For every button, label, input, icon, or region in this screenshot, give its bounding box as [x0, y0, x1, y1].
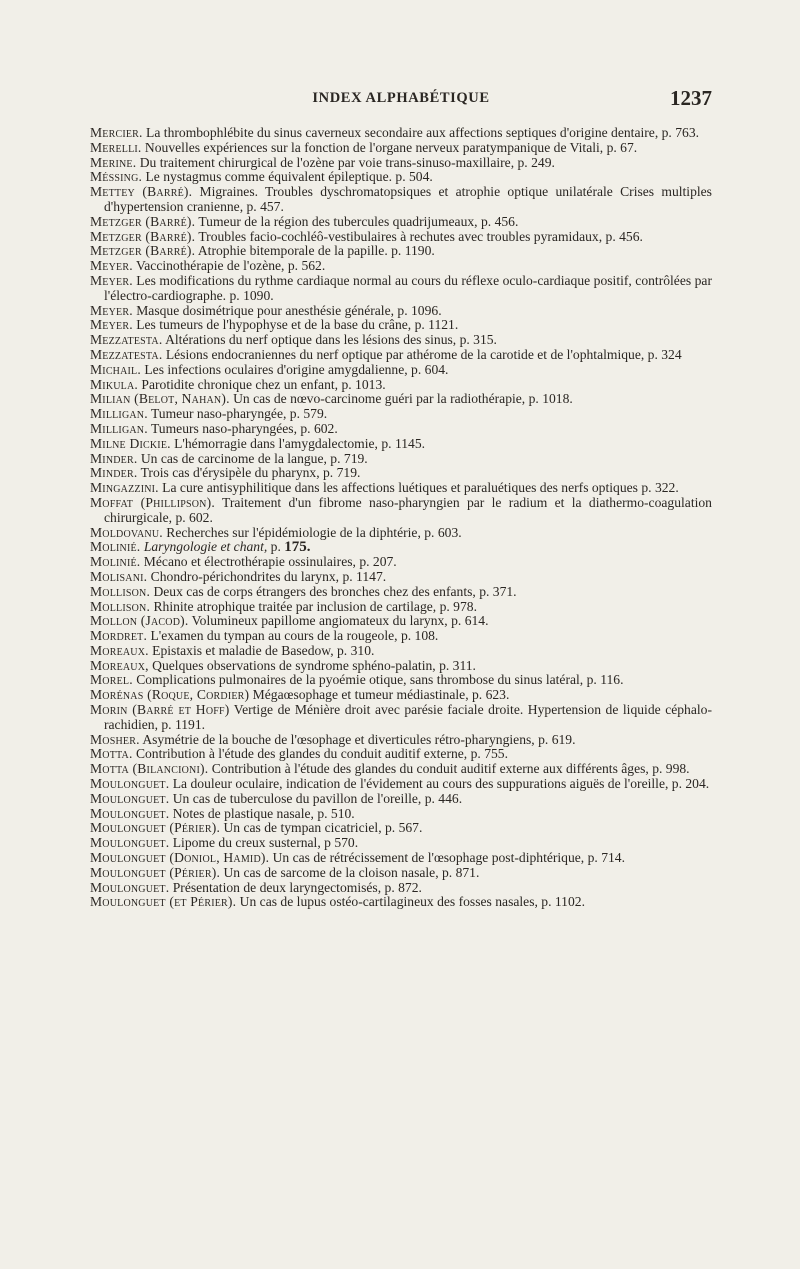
entry-author: Morin (Barré et Hoff): [90, 702, 230, 718]
entry-author: Milligan.: [90, 406, 148, 422]
index-entry: [90, 141, 712, 156]
entry-author: Mollon (Jacod).: [90, 613, 189, 629]
entry-author: Mercier.: [90, 125, 143, 140]
index-entry: [90, 777, 712, 792]
entry-text: Masque dosimétrique pour anesthésie générale, p. 1096.: [132, 302, 442, 318]
entry-author: Motta.: [90, 746, 133, 762]
entry-text: Un cas de tympan cicatriciel, p. 567.: [220, 820, 423, 836]
entry-author: Moulonguet.: [90, 879, 170, 895]
entry-author: Motta (Bilancioni).: [90, 761, 209, 777]
entry-text: La douleur oculaire, indication de l'évidement au cours des suppurations aiguës de l'oreille, p. 204.: [169, 776, 710, 792]
entry-text: Mécano et électrothérapie ossinulaires, p. 207.: [140, 554, 397, 570]
entry-author: Milian (Belot, Nahan).: [90, 391, 230, 407]
entry-text: Les modifications du rythme cardiaque normal au cours du réflexe oculo-cardiaque positif, contrôlées par l'électro-cardiographe. p. 1090.: [104, 272, 712, 303]
entry-author: Mettey (Barré).: [90, 184, 193, 200]
entry-author: Metzger (Barré).: [90, 228, 196, 244]
index-entry: [90, 762, 712, 777]
index-entry: [90, 540, 712, 555]
entry-text: Trois cas d'érysipèle du pharynx, p. 719.: [137, 465, 361, 481]
index-entry: [90, 555, 712, 570]
index-entry: [90, 348, 712, 363]
entry-text: Troubles facio-cochléô-vestibulaires à rechutes avec troubles pyramidaux, p. 456.: [195, 228, 643, 244]
entry-text: La thrombophlébite du sinus caverneux secondaire aux affections septiques d'origine dentaire, p. 763.: [142, 125, 700, 140]
entry-text: Chondro-périchondrites du larynx, p. 1147.: [147, 568, 387, 584]
entry-author: Mollison.: [90, 583, 151, 599]
index-entry: [90, 215, 712, 230]
entry-text: Deux cas de corps étrangers des bronches chez des enfants, p. 371.: [150, 583, 517, 599]
index-entry: [90, 437, 712, 452]
entry-text: Epistaxis et maladie de Basedow, p. 310.: [148, 642, 375, 658]
index-entry: [90, 422, 712, 437]
entry-text: Rhinite atrophique traitée par inclusion de cartilage, p. 978.: [150, 598, 477, 614]
index-entry: [90, 244, 712, 259]
entry-text: Parotidite chronique chez un enfant, p. 1013.: [138, 376, 386, 392]
index-entry: [90, 496, 712, 526]
entry-text: Tumeur naso-pharyngée, p. 579.: [147, 406, 328, 422]
index-entry: [90, 407, 712, 422]
entry-author: Meyer.: [90, 272, 133, 288]
entry-author: Michail.: [90, 361, 141, 377]
index-entry: [90, 614, 712, 629]
index-entry: [90, 629, 712, 644]
entry-text: Un cas de sarcome de la cloison nasale, p. 871.: [220, 864, 480, 880]
entry-text: Tumeur de la région des tubercules quadrijumeaux, p. 456.: [195, 213, 519, 229]
entry-author: Merelli.: [90, 139, 142, 155]
entry-author: Milligan.: [90, 420, 148, 436]
entry-author: Moulonguet (et Périer).: [90, 894, 237, 910]
entry-text: Lésions endocraniennes du nerf optique par athérome de la carotide et de l'ophtalmique, p. 324: [162, 346, 682, 362]
entry-author: Molisani.: [90, 568, 148, 584]
entry-text: Atrophie bitemporale de la papille. p. 1190.: [195, 243, 435, 259]
index-entry: [90, 585, 712, 600]
entry-text: Asymétrie de la bouche de l'œsophage et diverticules rétro-pharyngiens, p. 619.: [139, 731, 576, 747]
index-entry: [90, 807, 712, 822]
index-entry: [90, 526, 712, 541]
entry-author: Mezzatesta.: [90, 332, 163, 348]
entry-author: Moldovanu.: [90, 524, 163, 540]
entry-text: Quelques observations de syndrome sphéno-palatin, p. 311.: [148, 657, 476, 673]
entry-text: Un cas de rétrécissement de l'œsophage post-diphtérique, p. 714.: [269, 850, 625, 866]
entry-author: Moulonguet.: [90, 805, 170, 821]
index-entry: [90, 304, 712, 319]
page-number: 1237: [670, 86, 712, 110]
entry-author: Milne Dickie.: [90, 435, 171, 451]
index-entry: [90, 378, 712, 393]
index-entry: [90, 126, 712, 141]
index-entries: [90, 126, 712, 910]
entry-author: Moulonguet.: [90, 835, 170, 851]
entry-text: Vaccinothérapie de l'ozène, p. 562.: [132, 258, 326, 274]
entry-text: Les infections oculaires d'origine amygdalienne, p. 604.: [140, 361, 449, 377]
running-title: INDEX ALPHABÉTIQUE: [312, 90, 490, 106]
entry-author: Meyer.: [90, 302, 133, 318]
entry-text: Migraines. Troubles dyschromatopsiques et atrophie optique unilatérale Crises multiples d'hypertension cranienne, p. 457.: [104, 184, 712, 214]
index-entry: [90, 821, 712, 836]
entry-text: Mégaœsophage et tumeur médiastinale, p. 623.: [249, 687, 510, 703]
index-entry: [90, 851, 712, 866]
entry-author: Morénas (Roque, Cordier): [90, 687, 250, 703]
index-entry: [90, 733, 712, 748]
index-entry: [90, 747, 712, 762]
entry-author: Mikula.: [90, 376, 138, 392]
index-entry: [90, 673, 712, 688]
index-entry: [90, 688, 712, 703]
entry-text: Tumeurs naso-pharyngées, p. 602.: [147, 420, 338, 436]
index-entry: [90, 600, 712, 615]
entry-author: Mingazzini.: [90, 480, 159, 496]
entry-title-italic: Laryngologie et chant,: [143, 539, 268, 555]
entry-author: Moulonguet.: [90, 776, 170, 792]
index-entry: [90, 570, 712, 585]
entry-author: Meyer.: [90, 258, 133, 274]
entry-author: Mordret.: [90, 628, 148, 644]
index-entry: [90, 230, 712, 245]
entry-author: Mezzatesta.: [90, 346, 163, 362]
entry-author: Merine.: [90, 154, 137, 170]
entry-text: Complications pulmonaires de la pyoémie otique, sans thrombose du sinus latéral, p. 116.: [132, 672, 624, 688]
index-entry: [90, 318, 712, 333]
index-entry: [90, 259, 712, 274]
entry-author: Moreaux,: [90, 657, 149, 673]
entry-author: Mollison.: [90, 598, 151, 614]
entry-text: Lipome du creux susternal, p 570.: [169, 835, 359, 851]
entry-author: Metzger (Barré).: [90, 213, 196, 229]
entry-author: Moffat (Phillipson).: [90, 494, 215, 510]
index-entry: [90, 170, 712, 185]
entry-text: Traitement d'un fibrome naso-pharyngien par le radium et la diathermo-coagulation chirurgicale, p. 602.: [104, 494, 712, 525]
page-header: [90, 86, 712, 112]
entry-page-bold: 175.: [284, 539, 311, 556]
index-entry: [90, 792, 712, 807]
entry-text: Un cas de tuberculose du pavillon de l'oreille, p. 446.: [169, 790, 463, 806]
entry-text: Altérations du nerf optique dans les lésions des sinus, p. 315.: [162, 332, 497, 348]
entry-text: Contribution à l'étude des glandes du conduit auditif externe aux différents âges, p. 998.: [208, 761, 690, 777]
index-entry: [90, 156, 712, 171]
entry-author: Molinié.: [90, 554, 141, 570]
index-entry: [90, 333, 712, 348]
index-entry: [90, 466, 712, 481]
index-entry: [90, 481, 712, 496]
entry-text: Les tumeurs de l'hypophyse et de la base du crâne, p. 1121.: [132, 317, 459, 333]
entry-text: Du traitement chirurgical de l'ozène par voie trans-sinuso-maxillaire, p. 249.: [136, 154, 555, 170]
index-entry: [90, 866, 712, 881]
index-entry: [90, 881, 712, 896]
entry-author: Moreaux.: [90, 642, 149, 658]
entry-author: Minder.: [90, 450, 138, 466]
index-entry: [90, 703, 712, 733]
entry-text: Contribution à l'étude des glandes du conduit auditif externe, p. 755.: [132, 746, 508, 762]
entry-author: Molinié.: [90, 539, 141, 555]
index-entry: [90, 452, 712, 467]
entry-text: Recherches sur l'épidémiologie de la diphtérie, p. 603.: [162, 524, 462, 540]
entry-text: L'hémorragie dans l'amygdalectomie, p. 1145.: [170, 435, 426, 451]
entry-author: Méssing.: [90, 169, 143, 185]
entry-author: Moulonguet (Périer).: [90, 864, 221, 880]
index-entry: [90, 185, 712, 215]
entry-text: La cure antisyphilitique dans les affections luétiques et paraluétiques des nerfs optiques p. 322.: [158, 480, 679, 496]
entry-text: Volumineux papillome angiomateux du larynx, p. 614.: [188, 613, 489, 629]
entry-author: Moulonguet (Doniol, Hamid).: [90, 850, 270, 866]
entry-author: Meyer.: [90, 317, 133, 333]
index-entry: [90, 895, 712, 910]
entry-text: Un cas de lupus ostéo-cartilagineux des fosses nasales, p. 1102.: [236, 894, 585, 910]
entry-author: Mosher.: [90, 731, 140, 747]
entry-text: Un cas de carcinome de la langue, p. 719.: [137, 450, 368, 466]
entry-author: Morel.: [90, 672, 133, 688]
entry-text: L'examen du tympan au cours de la rougeole, p. 108.: [147, 628, 439, 644]
index-entry: [90, 392, 712, 407]
entry-text: Un cas de nœvo-carcinome guéri par la radiothérapie, p. 1018.: [229, 391, 573, 407]
index-entry: [90, 274, 712, 304]
entry-author: Minder.: [90, 465, 138, 481]
entry-author: Moulonguet.: [90, 790, 170, 806]
entry-text: Présentation de deux laryngectomisés, p. 872.: [169, 879, 422, 895]
index-entry: [90, 659, 712, 674]
entry-text: Notes de plastique nasale, p. 510.: [169, 805, 355, 821]
entry-text-continued: p.: [267, 539, 285, 555]
index-entry: [90, 644, 712, 659]
index-entry: [90, 836, 712, 851]
entry-author: Metzger (Barré).: [90, 243, 196, 259]
entry-text: Le nystagmus comme équivalent épileptique. p. 504.: [142, 169, 433, 185]
entry-text: Nouvelles expériences sur la fonction de l'organe nerveux paratympanique de Vitali, p. 67.: [141, 139, 638, 155]
index-entry: [90, 363, 712, 378]
entry-text: Vertige de Ménière droit avec parésie faciale droite. Hypertension de liquide céphalo-rachidien, p. 1191.: [104, 702, 712, 732]
entry-author: Moulonguet (Périer).: [90, 820, 221, 836]
